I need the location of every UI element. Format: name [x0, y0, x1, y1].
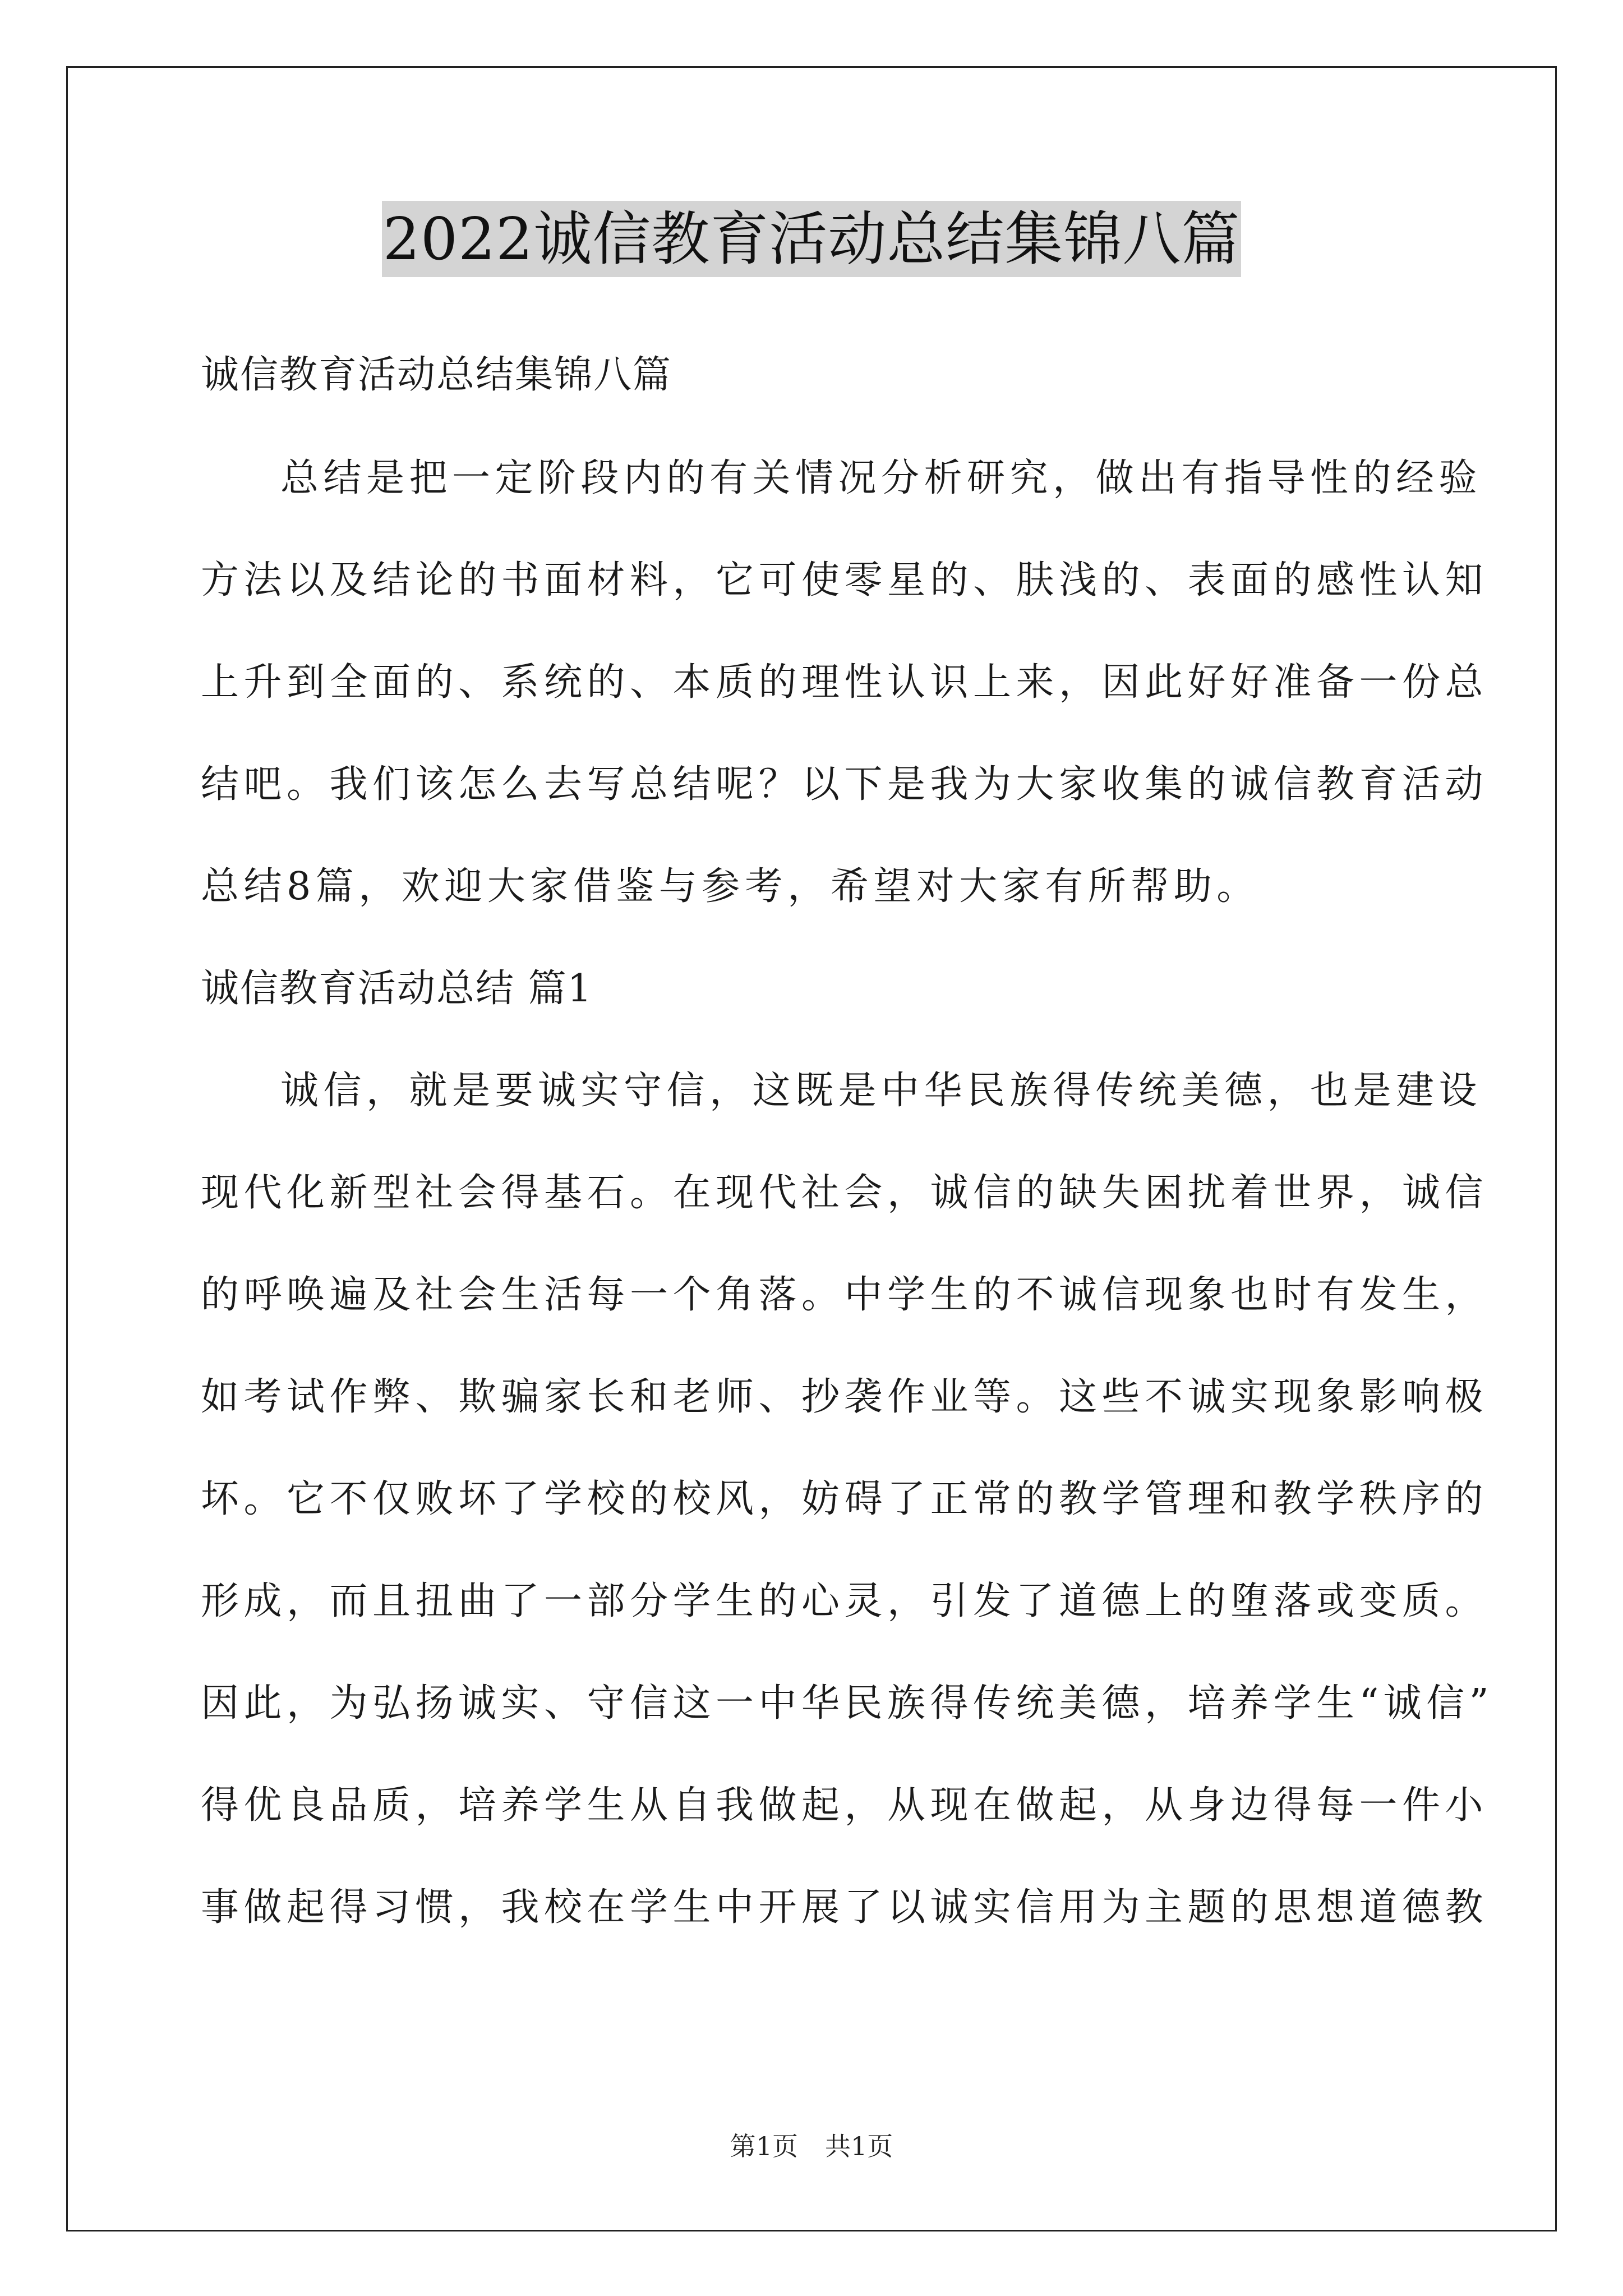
intro-line: 上升到全面的、系统的、本质的理性认识上来，因此好好准备一份总 [201, 660, 1488, 705]
section-line: 如考试作弊、欺骗家长和老师、抄袭作业等。这些不诚实现象影响极 [201, 1375, 1488, 1419]
section-line: 的呼唤遍及社会生活每一个角落。中学生的不诚信现象也时有发生， [201, 1273, 1488, 1317]
section-line: 诚信，就是要诚实守信，这既是中华民族得传统美德，也是建设 [280, 1069, 1482, 1113]
intro-line: 结吧。我们该怎么去写总结呢？以下是我为大家收集的诚信教育活动 [201, 762, 1488, 807]
page-number: 第1页 [730, 2131, 798, 2161]
section-line: 现代化新型社会得基石。在现代社会，诚信的缺失困扰着世界，诚信 [201, 1171, 1488, 1215]
section-line: 坏。它不仅败坏了学校的校风，妨碍了正常的教学管理和教学秩序的 [201, 1477, 1488, 1521]
intro-line: 总结是把一定阶段内的有关情况分析研究，做出有指导性的经验 [280, 456, 1482, 500]
section-heading: 诚信教育活动总结 篇1 [201, 967, 593, 1011]
intro-line: 总结8篇，欢迎大家借鉴与参考，希望对大家有所帮助。 [201, 864, 1260, 909]
title-container [0, 201, 1623, 277]
section-line: 因此，为弘扬诚实、守信这一中华民族得传统美德，培养学生“诚信” [201, 1681, 1494, 1726]
document-title: 2022诚信教育活动总结集锦八篇 [382, 201, 1242, 277]
intro-line: 方法以及结论的书面材料，它可使零星的、肤浅的、表面的感性认知 [201, 558, 1488, 602]
document-subtitle: 诚信教育活动总结集锦八篇 [201, 353, 672, 397]
section-line: 得优良品质，培养学生从自我做起，从现在做起，从身边得每一件小 [201, 1783, 1488, 1828]
section-line: 事做起得习惯，我校在学生中开展了以诚实信用为主题的思想道德教 [201, 1885, 1488, 1930]
page-total: 共1页 [825, 2131, 893, 2161]
page-footer [0, 2129, 1623, 2163]
section-line: 形成，而且扭曲了一部分学生的心灵，引发了道德上的堕落或变质。 [201, 1579, 1488, 1623]
